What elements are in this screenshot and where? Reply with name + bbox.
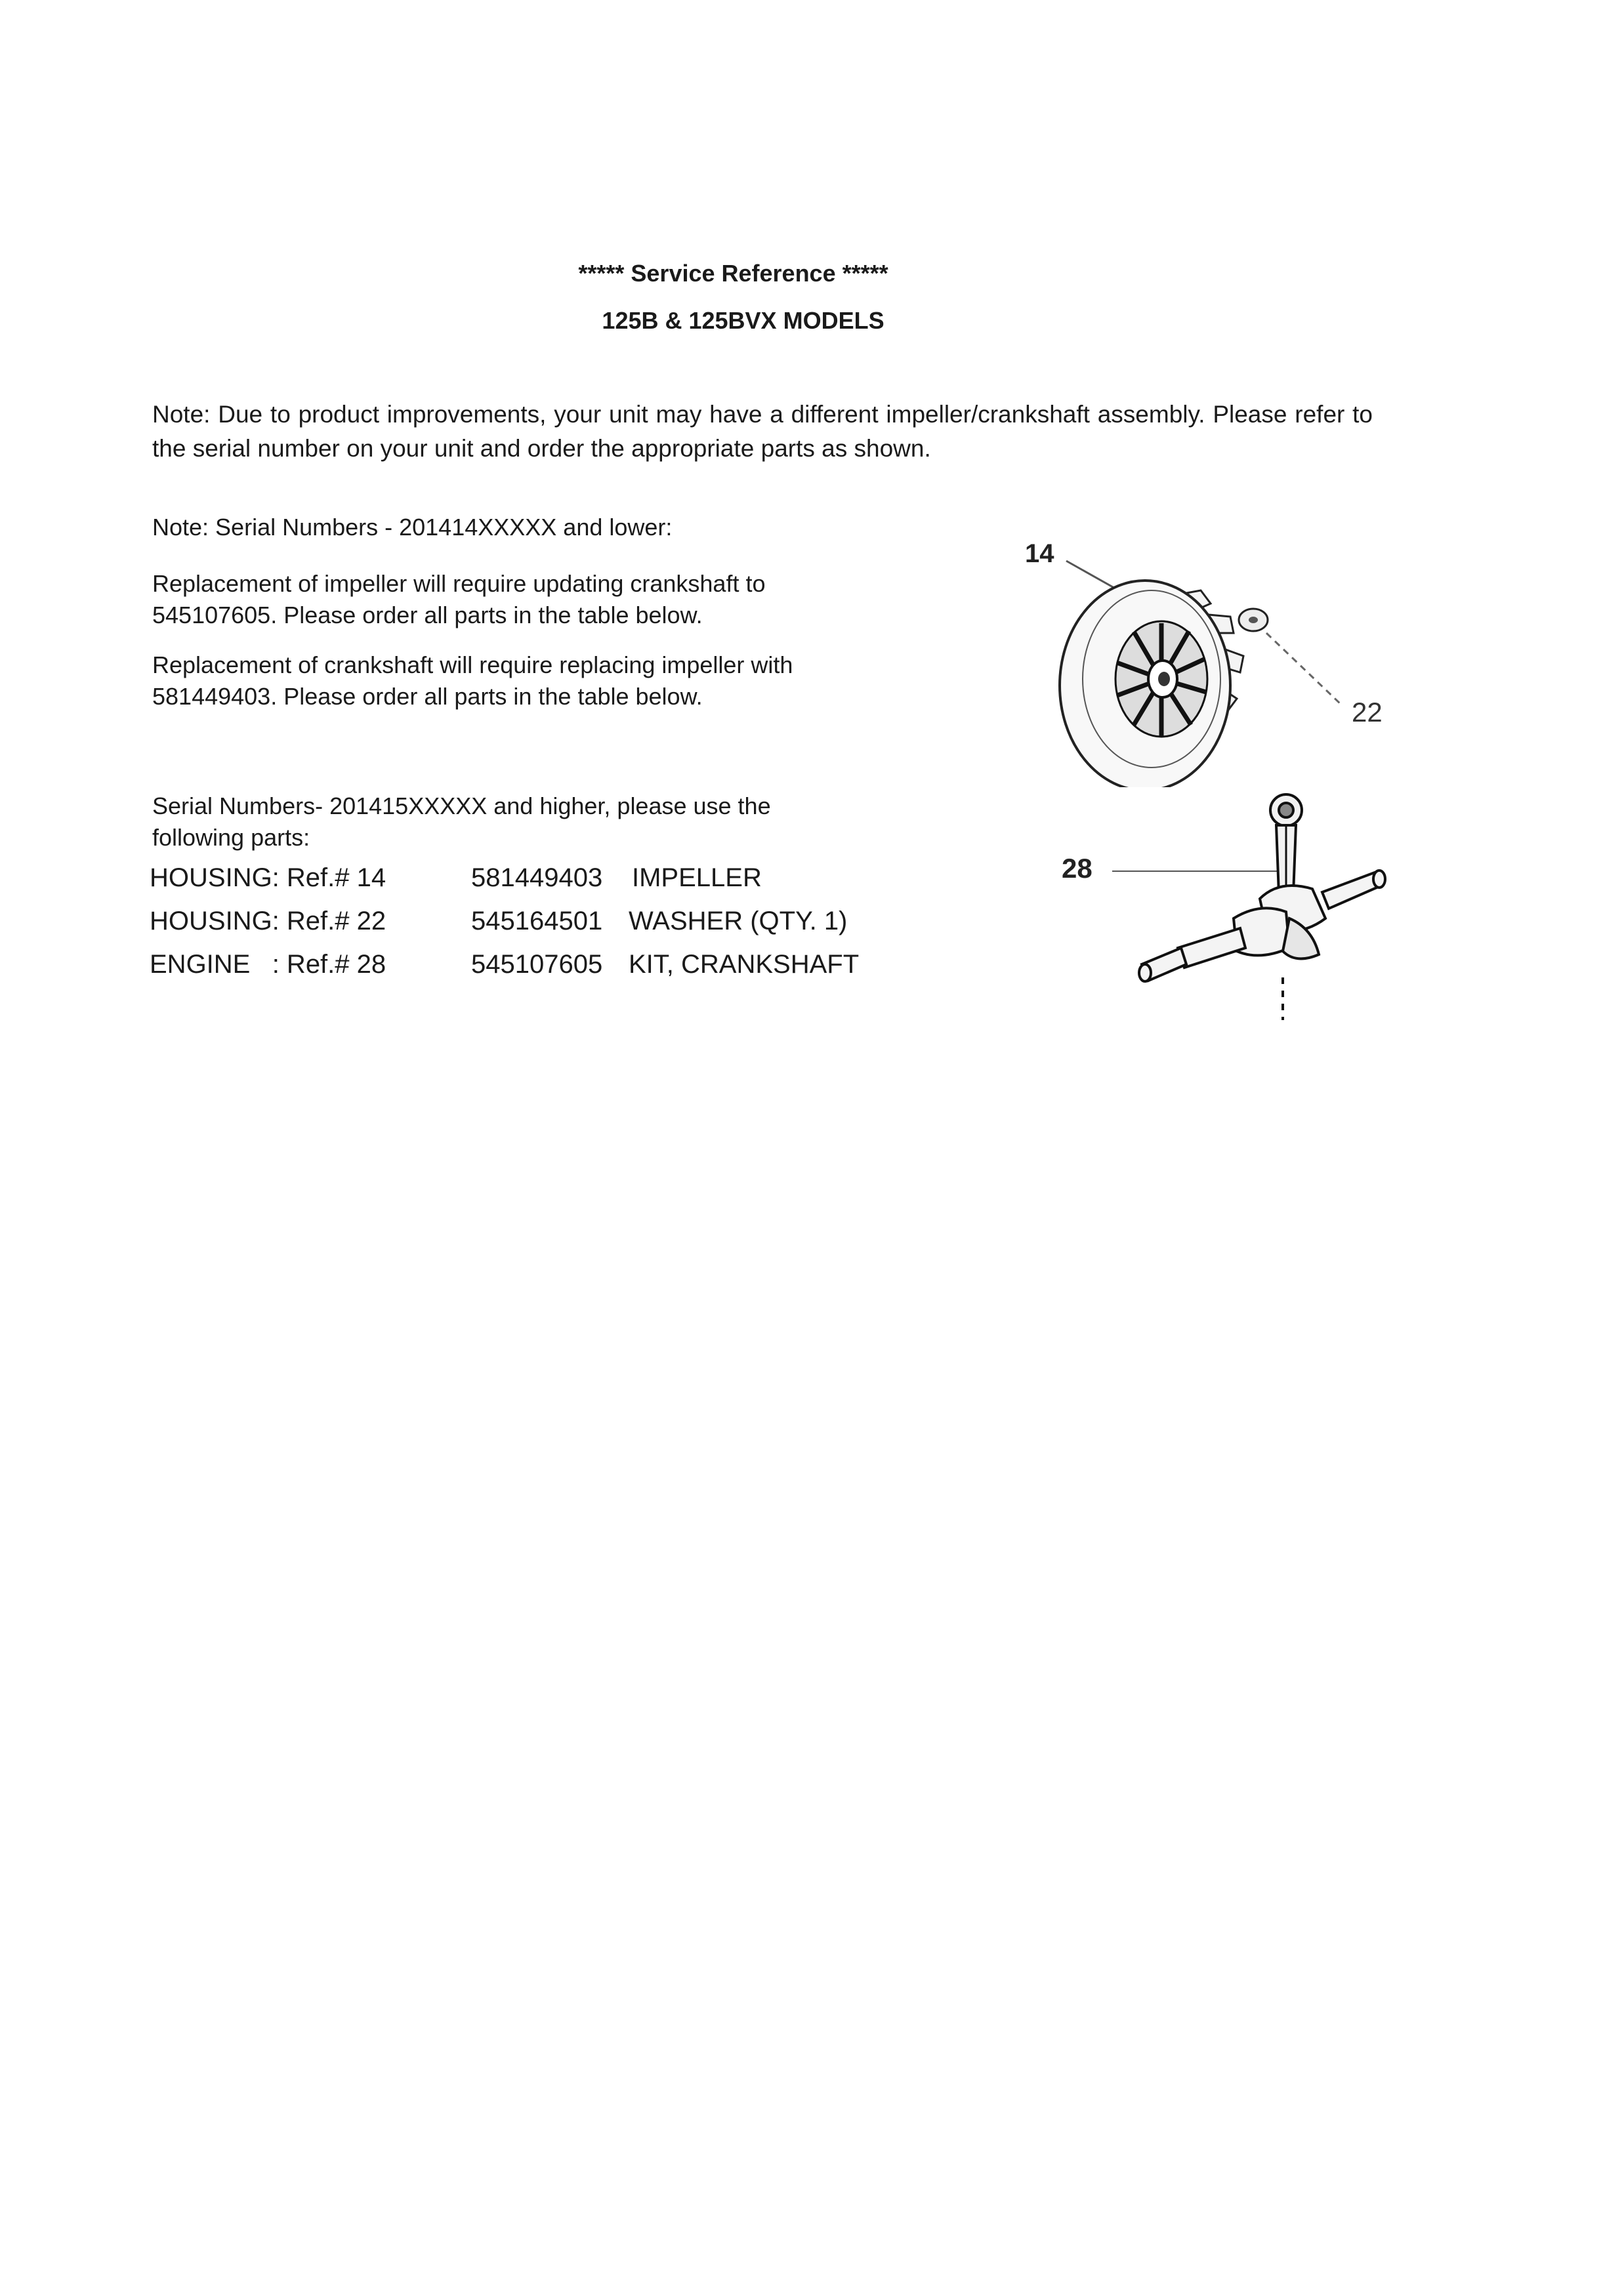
part-number: 581449403 <box>471 863 603 892</box>
part-number: 545107605 <box>471 950 603 979</box>
crankshaft-diagram <box>1063 787 1417 1023</box>
part-number: 545164501 <box>471 907 603 935</box>
higher-serials-note: Serial Numbers- 201415XXXXX and higher, please use the following parts: <box>152 792 771 851</box>
part-description: WASHER (QTY. 1) <box>629 907 848 935</box>
page-subtitle <box>0 307 1624 335</box>
part-description: IMPELLER <box>632 863 762 892</box>
callout-14: 14 <box>1025 539 1054 568</box>
part-ref: ENGINE : Ref.# 28 <box>150 950 386 979</box>
impeller-diagram <box>1017 525 1411 787</box>
lower-serials-note: Note: Serial Numbers - 201414XXXXX and lower: <box>152 514 673 541</box>
impeller-replacement-paragraph: Replacement of impeller will require updating crankshaft to 545107605. Please order all parts in the table below. <box>152 570 766 628</box>
impeller-illustration <box>1017 525 1411 787</box>
crankshaft-illustration <box>1063 787 1417 1023</box>
part-description: KIT, CRANKSHAFT <box>629 950 860 979</box>
models-subtitle: 125B & 125BVX MODELS <box>602 307 885 334</box>
part-ref: HOUSING: Ref.# 14 <box>150 863 386 892</box>
table-row <box>150 863 937 903</box>
part-ref: HOUSING: Ref.# 22 <box>150 907 386 935</box>
intro-note: Note: Due to product improvements, your unit may have a different impeller/crankshaft assembly. Please refer to the serial number on your unit and order the appropriate parts as shown. <box>152 401 1373 462</box>
page-title <box>0 260 1624 287</box>
table-row <box>150 907 937 946</box>
crankshaft-replacement-paragraph: Replacement of crankshaft will require replacing impeller with 581449403. Please order all parts in the table below. <box>152 651 793 710</box>
callout-22: 22 <box>1352 697 1383 728</box>
callout-28: 28 <box>1062 853 1093 884</box>
table-row <box>150 950 937 989</box>
service-reference-title: ***** Service Reference ***** <box>578 260 888 287</box>
